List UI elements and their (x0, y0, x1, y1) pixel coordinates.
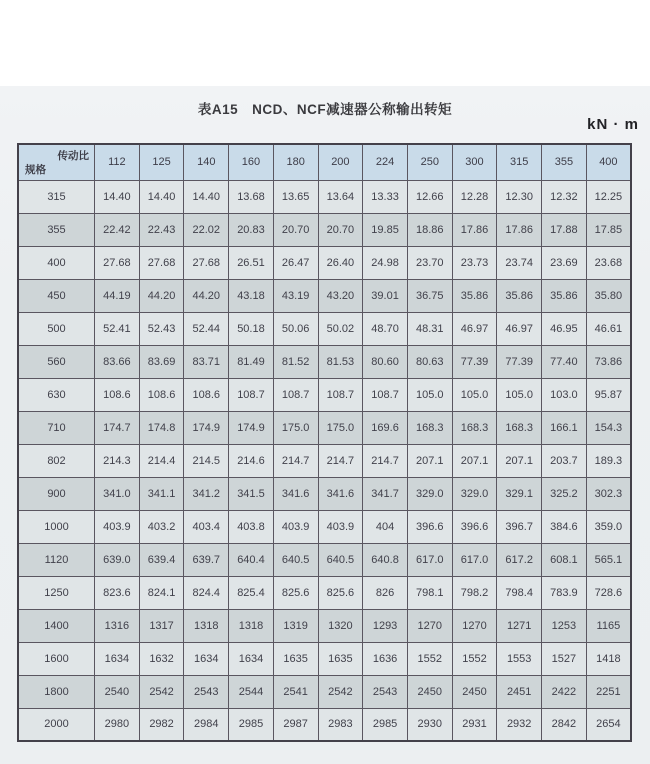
value-cell: 826 (363, 576, 408, 609)
value-cell: 329.0 (407, 477, 452, 510)
value-cell: 81.52 (273, 345, 318, 378)
table-row (18, 411, 631, 444)
value-cell: 23.70 (407, 246, 452, 279)
value-cell: 12.66 (407, 180, 452, 213)
value-cell: 13.68 (229, 180, 274, 213)
value-cell: 35.86 (497, 279, 542, 312)
value-cell: 1632 (139, 642, 184, 675)
value-cell: 2540 (95, 675, 140, 708)
value-cell: 17.88 (542, 213, 587, 246)
spec-cell: 1250 (18, 576, 95, 609)
value-cell: 52.41 (95, 312, 140, 345)
value-cell: 640.5 (273, 543, 318, 576)
value-cell: 83.69 (139, 345, 184, 378)
value-cell: 43.18 (229, 279, 274, 312)
value-cell: 1318 (229, 609, 274, 642)
value-cell: 108.6 (184, 378, 229, 411)
value-cell: 384.6 (542, 510, 587, 543)
value-cell: 17.86 (452, 213, 497, 246)
value-cell: 359.0 (586, 510, 631, 543)
spec-cell: 1600 (18, 642, 95, 675)
value-cell: 207.1 (452, 444, 497, 477)
value-cell: 12.32 (542, 180, 587, 213)
value-cell: 108.7 (273, 378, 318, 411)
value-cell: 565.1 (586, 543, 631, 576)
value-cell: 36.75 (407, 279, 452, 312)
value-cell: 13.64 (318, 180, 363, 213)
value-cell: 81.53 (318, 345, 363, 378)
ratio-header: 112 (95, 144, 140, 180)
value-cell: 169.6 (363, 411, 408, 444)
value-cell: 43.19 (273, 279, 318, 312)
value-cell: 403.9 (95, 510, 140, 543)
value-cell: 174.8 (139, 411, 184, 444)
value-cell: 1418 (586, 642, 631, 675)
value-cell: 23.68 (586, 246, 631, 279)
value-cell: 17.85 (586, 213, 631, 246)
value-cell: 18.86 (407, 213, 452, 246)
value-cell: 2987 (273, 708, 318, 741)
value-cell: 214.7 (318, 444, 363, 477)
value-cell: 22.42 (95, 213, 140, 246)
value-cell: 1553 (497, 642, 542, 675)
ratio-header: 160 (229, 144, 274, 180)
value-cell: 2842 (542, 708, 587, 741)
value-cell: 35.86 (452, 279, 497, 312)
value-cell: 50.18 (229, 312, 274, 345)
value-cell: 46.95 (542, 312, 587, 345)
value-cell: 798.2 (452, 576, 497, 609)
value-cell: 396.6 (452, 510, 497, 543)
value-cell: 48.70 (363, 312, 408, 345)
value-cell: 341.6 (318, 477, 363, 510)
value-cell: 77.40 (542, 345, 587, 378)
value-cell: 823.6 (95, 576, 140, 609)
value-cell: 1316 (95, 609, 140, 642)
value-cell: 1635 (318, 642, 363, 675)
value-cell: 1552 (407, 642, 452, 675)
value-cell: 2450 (407, 675, 452, 708)
value-cell: 214.7 (363, 444, 408, 477)
value-cell: 108.6 (139, 378, 184, 411)
value-cell: 43.20 (318, 279, 363, 312)
value-cell: 2422 (542, 675, 587, 708)
value-cell: 83.66 (95, 345, 140, 378)
ratio-header: 400 (586, 144, 631, 180)
value-cell: 403.4 (184, 510, 229, 543)
value-cell: 214.4 (139, 444, 184, 477)
value-cell: 640.8 (363, 543, 408, 576)
value-cell: 1270 (452, 609, 497, 642)
corner-label-ratio: 传动比 (57, 150, 89, 162)
value-cell: 2980 (95, 708, 140, 741)
value-cell: 1271 (497, 609, 542, 642)
value-cell: 108.6 (95, 378, 140, 411)
value-cell: 1634 (229, 642, 274, 675)
value-cell: 24.98 (363, 246, 408, 279)
value-cell: 2251 (586, 675, 631, 708)
value-cell: 44.20 (139, 279, 184, 312)
value-cell: 175.0 (273, 411, 318, 444)
value-cell: 640.5 (318, 543, 363, 576)
value-cell: 798.4 (497, 576, 542, 609)
value-cell: 35.80 (586, 279, 631, 312)
value-cell: 2542 (139, 675, 184, 708)
value-cell: 73.86 (586, 345, 631, 378)
value-cell: 12.25 (586, 180, 631, 213)
value-cell: 2985 (229, 708, 274, 741)
value-cell: 825.6 (318, 576, 363, 609)
spec-cell: 710 (18, 411, 95, 444)
value-cell: 214.3 (95, 444, 140, 477)
value-cell: 174.7 (95, 411, 140, 444)
value-cell: 26.40 (318, 246, 363, 279)
value-cell: 95.87 (586, 378, 631, 411)
value-cell: 214.6 (229, 444, 274, 477)
value-cell: 189.3 (586, 444, 631, 477)
value-cell: 50.02 (318, 312, 363, 345)
value-cell: 1636 (363, 642, 408, 675)
spec-cell: 1120 (18, 543, 95, 576)
table-row (18, 642, 631, 675)
table-row (18, 246, 631, 279)
value-cell: 824.1 (139, 576, 184, 609)
value-cell: 341.1 (139, 477, 184, 510)
value-cell: 103.0 (542, 378, 587, 411)
value-cell: 13.65 (273, 180, 318, 213)
corner-label-spec: 规格 (25, 163, 46, 176)
value-cell: 608.1 (542, 543, 587, 576)
value-cell: 2451 (497, 675, 542, 708)
value-cell: 22.43 (139, 213, 184, 246)
table-row (18, 477, 631, 510)
value-cell: 80.60 (363, 345, 408, 378)
value-cell: 639.7 (184, 543, 229, 576)
value-cell: 174.9 (184, 411, 229, 444)
value-cell: 154.3 (586, 411, 631, 444)
value-cell: 13.33 (363, 180, 408, 213)
value-cell: 48.31 (407, 312, 452, 345)
value-cell: 105.0 (452, 378, 497, 411)
value-cell: 35.86 (542, 279, 587, 312)
spec-cell: 900 (18, 477, 95, 510)
value-cell: 403.9 (273, 510, 318, 543)
value-cell: 14.40 (95, 180, 140, 213)
value-cell: 617.0 (407, 543, 452, 576)
table-row (18, 576, 631, 609)
value-cell: 108.7 (318, 378, 363, 411)
value-cell: 168.3 (407, 411, 452, 444)
value-cell: 728.6 (586, 576, 631, 609)
value-cell: 81.49 (229, 345, 274, 378)
value-cell: 39.01 (363, 279, 408, 312)
value-cell: 166.1 (542, 411, 587, 444)
ratio-header: 250 (407, 144, 452, 180)
table-row (18, 609, 631, 642)
value-cell: 2543 (363, 675, 408, 708)
value-cell: 329.0 (452, 477, 497, 510)
value-cell: 19.85 (363, 213, 408, 246)
table-row (18, 279, 631, 312)
value-cell: 27.68 (95, 246, 140, 279)
value-cell: 168.3 (452, 411, 497, 444)
spec-cell: 1800 (18, 675, 95, 708)
value-cell: 44.19 (95, 279, 140, 312)
value-cell: 1635 (273, 642, 318, 675)
ratio-header: 224 (363, 144, 408, 180)
value-cell: 640.4 (229, 543, 274, 576)
value-cell: 175.0 (318, 411, 363, 444)
value-cell: 23.73 (452, 246, 497, 279)
value-cell: 1319 (273, 609, 318, 642)
value-cell: 403.8 (229, 510, 274, 543)
value-cell: 46.97 (497, 312, 542, 345)
spec-cell: 1400 (18, 609, 95, 642)
value-cell: 396.7 (497, 510, 542, 543)
value-cell: 341.6 (273, 477, 318, 510)
value-cell: 2541 (273, 675, 318, 708)
value-cell: 396.6 (407, 510, 452, 543)
value-cell: 2930 (407, 708, 452, 741)
unit-label: kN · m (587, 116, 639, 133)
value-cell: 52.44 (184, 312, 229, 345)
value-cell: 207.1 (497, 444, 542, 477)
value-cell: 2983 (318, 708, 363, 741)
table-row (18, 675, 631, 708)
table-row (18, 708, 631, 741)
value-cell: 214.7 (273, 444, 318, 477)
value-cell: 2932 (497, 708, 542, 741)
value-cell: 77.39 (497, 345, 542, 378)
value-cell: 46.97 (452, 312, 497, 345)
spec-cell: 450 (18, 279, 95, 312)
value-cell: 168.3 (497, 411, 542, 444)
value-cell: 1317 (139, 609, 184, 642)
value-cell: 2543 (184, 675, 229, 708)
value-cell: 44.20 (184, 279, 229, 312)
table-body (18, 180, 631, 741)
value-cell: 26.47 (273, 246, 318, 279)
table-title: 表A15 NCD、NCF减速器公称输出转矩 (197, 102, 453, 117)
value-cell: 341.7 (363, 477, 408, 510)
value-cell: 80.63 (407, 345, 452, 378)
value-cell: 2984 (184, 708, 229, 741)
value-cell: 783.9 (542, 576, 587, 609)
value-cell: 1552 (452, 642, 497, 675)
table-row (18, 312, 631, 345)
table-row (18, 444, 631, 477)
value-cell: 2654 (586, 708, 631, 741)
ratio-header-row (18, 144, 631, 180)
ratio-header: 315 (497, 144, 542, 180)
value-cell: 214.5 (184, 444, 229, 477)
spec-cell: 500 (18, 312, 95, 345)
value-cell: 108.7 (363, 378, 408, 411)
value-cell: 20.83 (229, 213, 274, 246)
table-row (18, 180, 631, 213)
value-cell: 52.43 (139, 312, 184, 345)
ratio-header: 200 (318, 144, 363, 180)
value-cell: 14.40 (139, 180, 184, 213)
value-cell: 20.70 (273, 213, 318, 246)
value-cell: 108.7 (229, 378, 274, 411)
value-cell: 17.86 (497, 213, 542, 246)
value-cell: 798.1 (407, 576, 452, 609)
table-row (18, 510, 631, 543)
value-cell: 1320 (318, 609, 363, 642)
value-cell: 341.5 (229, 477, 274, 510)
value-cell: 325.2 (542, 477, 587, 510)
value-cell: 2985 (363, 708, 408, 741)
value-cell: 1634 (95, 642, 140, 675)
spec-cell: 2000 (18, 708, 95, 741)
value-cell: 77.39 (452, 345, 497, 378)
spec-cell: 630 (18, 378, 95, 411)
value-cell: 83.71 (184, 345, 229, 378)
value-cell: 403.2 (139, 510, 184, 543)
value-cell: 20.70 (318, 213, 363, 246)
value-cell: 22.02 (184, 213, 229, 246)
value-cell: 1634 (184, 642, 229, 675)
value-cell: 1253 (542, 609, 587, 642)
value-cell: 824.4 (184, 576, 229, 609)
value-cell: 341.2 (184, 477, 229, 510)
value-cell: 825.6 (273, 576, 318, 609)
table-row (18, 213, 631, 246)
value-cell: 1270 (407, 609, 452, 642)
value-cell: 26.51 (229, 246, 274, 279)
value-cell: 825.4 (229, 576, 274, 609)
value-cell: 2982 (139, 708, 184, 741)
corner-cell (18, 144, 95, 180)
value-cell: 207.1 (407, 444, 452, 477)
value-cell: 174.9 (229, 411, 274, 444)
value-cell: 1527 (542, 642, 587, 675)
spec-cell: 802 (18, 444, 95, 477)
value-cell: 2544 (229, 675, 274, 708)
value-cell: 50.06 (273, 312, 318, 345)
spec-cell: 1000 (18, 510, 95, 543)
spec-cell: 355 (18, 213, 95, 246)
spec-cell: 560 (18, 345, 95, 378)
value-cell: 105.0 (497, 378, 542, 411)
value-cell: 639.0 (95, 543, 140, 576)
value-cell: 2542 (318, 675, 363, 708)
table-row (18, 543, 631, 576)
ratio-header: 140 (184, 144, 229, 180)
value-cell: 329.1 (497, 477, 542, 510)
ratio-header: 355 (542, 144, 587, 180)
value-cell: 23.69 (542, 246, 587, 279)
value-cell: 404 (363, 510, 408, 543)
value-cell: 341.0 (95, 477, 140, 510)
spec-cell: 400 (18, 246, 95, 279)
value-cell: 203.7 (542, 444, 587, 477)
table-row (18, 378, 631, 411)
spec-cell: 315 (18, 180, 95, 213)
value-cell: 14.40 (184, 180, 229, 213)
value-cell: 23.74 (497, 246, 542, 279)
value-cell: 617.0 (452, 543, 497, 576)
value-cell: 403.9 (318, 510, 363, 543)
ratio-header: 180 (273, 144, 318, 180)
value-cell: 1318 (184, 609, 229, 642)
value-cell: 639.4 (139, 543, 184, 576)
table-row (18, 345, 631, 378)
ratio-header: 125 (139, 144, 184, 180)
value-cell: 1165 (586, 609, 631, 642)
value-cell: 12.28 (452, 180, 497, 213)
value-cell: 27.68 (184, 246, 229, 279)
value-cell: 302.3 (586, 477, 631, 510)
value-cell: 2931 (452, 708, 497, 741)
ratio-header: 300 (452, 144, 497, 180)
value-cell: 46.61 (586, 312, 631, 345)
value-cell: 12.30 (497, 180, 542, 213)
value-cell: 2450 (452, 675, 497, 708)
value-cell: 105.0 (407, 378, 452, 411)
value-cell: 617.2 (497, 543, 542, 576)
value-cell: 1293 (363, 609, 408, 642)
value-cell: 27.68 (139, 246, 184, 279)
torque-table (17, 143, 632, 742)
